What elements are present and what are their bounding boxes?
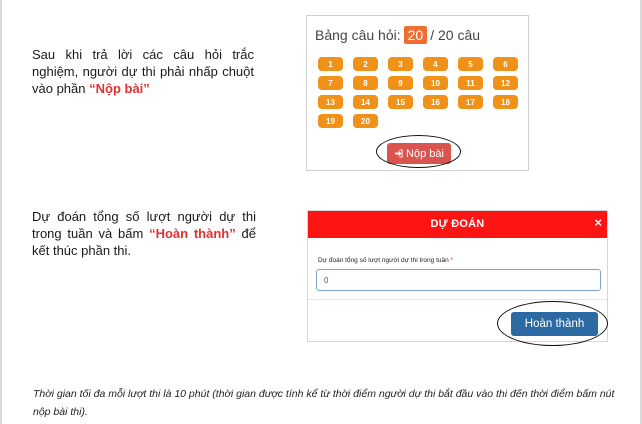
prediction-field-label bbox=[318, 257, 453, 264]
submit-instruction-highlight: “Nộp bài” bbox=[89, 81, 150, 96]
question-button-10[interactable]: 10 bbox=[423, 76, 448, 90]
submit-button-label: Nộp bài bbox=[406, 147, 444, 160]
predict-instruction bbox=[32, 208, 256, 259]
question-button-3[interactable]: 3 bbox=[388, 57, 413, 71]
predict-instruction-highlight: “Hoàn thành” bbox=[149, 226, 236, 241]
question-button-16[interactable]: 16 bbox=[423, 95, 448, 109]
question-button-11[interactable]: 11 bbox=[458, 76, 483, 90]
question-button-13[interactable]: 13 bbox=[318, 95, 343, 109]
modal-divider bbox=[308, 299, 607, 300]
submit-button[interactable] bbox=[387, 143, 451, 164]
submit-instruction-text: Sau khi trả lời các câu hỏi trắc nghiệm, người dự thi phải nhấp chuột vào phần bbox=[32, 47, 254, 96]
prediction-input[interactable] bbox=[316, 269, 601, 291]
close-icon[interactable]: × bbox=[594, 215, 602, 230]
question-button-20[interactable]: 20 bbox=[353, 114, 378, 128]
question-panel-label: Bảng câu hỏi: bbox=[315, 27, 401, 43]
predict-instruction-text: Dự đoán tổng số lượt người dự thi trong tuần và bấm bbox=[32, 209, 256, 241]
question-button-12[interactable]: 12 bbox=[493, 76, 518, 90]
question-button-15[interactable]: 15 bbox=[388, 95, 413, 109]
question-button-18[interactable]: 18 bbox=[493, 95, 518, 109]
question-button-1[interactable]: 1 bbox=[318, 57, 343, 71]
question-total: / 20 câu bbox=[430, 27, 481, 43]
predict-modal bbox=[307, 210, 608, 342]
question-button-19[interactable]: 19 bbox=[318, 114, 343, 128]
question-button-5[interactable]: 5 bbox=[458, 57, 483, 71]
submit-instruction bbox=[32, 46, 254, 97]
question-button-2[interactable]: 2 bbox=[353, 57, 378, 71]
question-button-4[interactable]: 4 bbox=[423, 57, 448, 71]
sign-in-icon bbox=[394, 149, 403, 158]
left-border bbox=[0, 0, 2, 424]
predict-instruction-text-end: để kết thúc phần thi. bbox=[32, 226, 256, 258]
required-mark: * bbox=[450, 257, 454, 264]
question-button-7[interactable]: 7 bbox=[318, 76, 343, 90]
modal-header bbox=[308, 211, 607, 238]
time-limit-note: Thời gian tối đa mỗi lượt thi là 10 phút (thời gian được tính kể từ thời điểm người dự thi bắt đầu vào thi đến thời điểm bấm nút nộp bài thi). bbox=[33, 388, 615, 418]
answered-count-badge: 20 bbox=[404, 26, 428, 44]
modal-title: DỰ ĐOÁN bbox=[430, 218, 485, 230]
question-button-14[interactable]: 14 bbox=[353, 95, 378, 109]
question-button-8[interactable]: 8 bbox=[353, 76, 378, 90]
question-button-9[interactable]: 9 bbox=[388, 76, 413, 90]
question-button-6[interactable]: 6 bbox=[493, 57, 518, 71]
question-panel-header bbox=[315, 26, 480, 44]
finish-button[interactable]: Hoàn thành bbox=[511, 312, 598, 336]
prediction-field-label-text: Dự đoán tổng số lượt người dự thi trong tuần bbox=[318, 257, 449, 264]
question-panel bbox=[306, 15, 529, 171]
question-button-17[interactable]: 17 bbox=[458, 95, 483, 109]
